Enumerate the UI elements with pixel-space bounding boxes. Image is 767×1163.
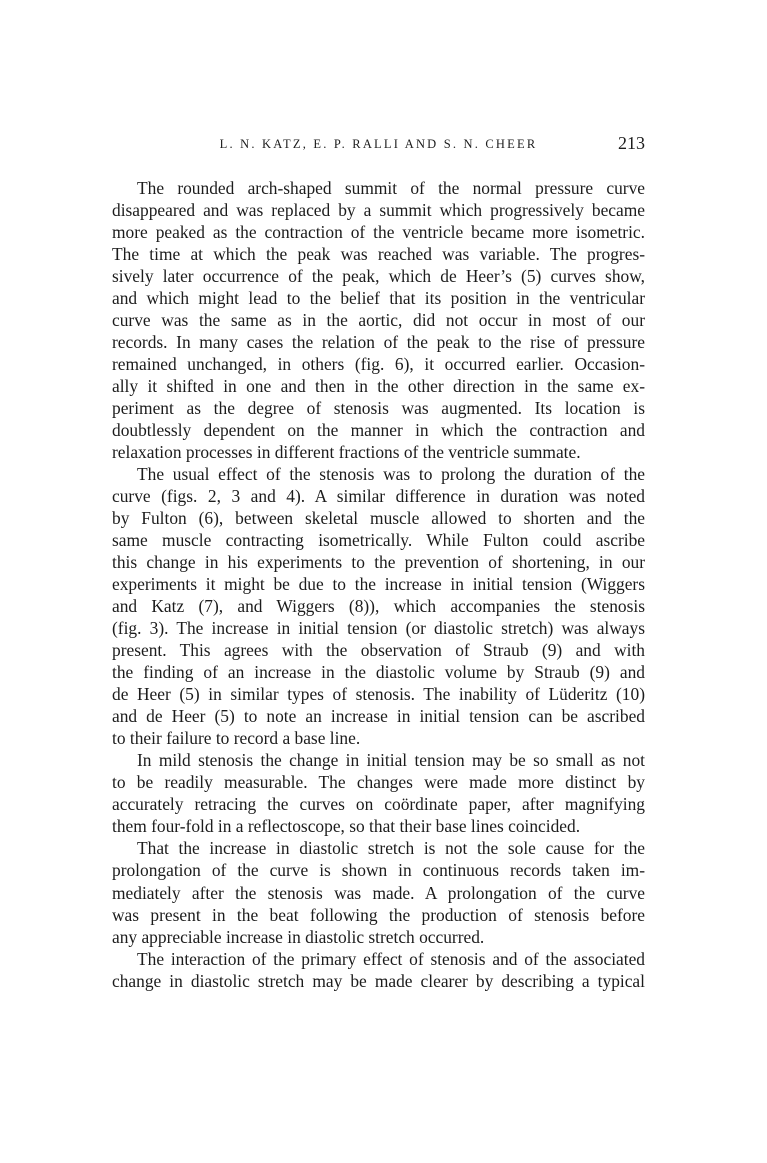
text-line: experiments it might be due to the increase in initial tension (Wiggers <box>112 574 645 595</box>
text-line: them four-fold in a reflectoscope, so that their base lines coincided. <box>112 816 581 837</box>
text-line: curve was the same as in the aortic, did not occur in most of our <box>112 310 645 331</box>
running-head-authors: L. N. KATZ, E. P. RALLI AND S. N. CHEER <box>219 137 538 151</box>
text-line: relaxation processes in different fractions of the ventricle summate. <box>112 442 581 463</box>
text-line: curve (figs. 2, 3 and 4). A similar difference in duration was noted <box>112 486 645 507</box>
text-line: mediately after the stenosis was made. A prolongation of the curve <box>112 882 645 903</box>
page-number: 213 <box>618 133 645 153</box>
text-line: more peaked as the contraction of the ventricle became more isometric. <box>112 222 645 243</box>
paragraph <box>112 837 645 947</box>
text-line: The time at which the peak was reached was variable. The progres- <box>112 244 645 265</box>
text-line: and which might lead to the belief that its position in the ventricular <box>112 288 645 309</box>
text-line: this change in his experiments to the prevention of shortening, in our <box>112 552 645 573</box>
text-line: records. In many cases the relation of the peak to the rise of pressure <box>112 332 645 353</box>
text-line: disappeared and was replaced by a summit which progressively became <box>112 200 645 221</box>
text-line: to their failure to record a base line. <box>112 728 361 749</box>
text-line: prolongation of the curve is shown in continuous records taken im- <box>112 860 645 881</box>
paragraph <box>112 749 645 837</box>
text-line: That the increase in diastolic stretch is not the sole cause for the <box>137 838 645 859</box>
text-line: and Katz (7), and Wiggers (8)), which accompanies the stenosis <box>112 596 645 617</box>
text-line: The interaction of the primary effect of stenosis and of the associated <box>137 948 645 969</box>
body-text <box>112 177 645 992</box>
running-head <box>112 133 645 157</box>
text-line: to be readily measurable. The changes were made more distinct by <box>112 772 645 793</box>
text-line: doubtlessly dependent on the manner in which the contraction and <box>112 420 645 441</box>
text-line: same muscle contracting isometrically. While Fulton could ascribe <box>112 530 645 551</box>
text-line: change in diastolic stretch may be made clearer by describing a typical <box>112 970 645 991</box>
text-line: and de Heer (5) to note an increase in initial tension can be ascribed <box>112 706 645 727</box>
paragraph <box>112 463 645 749</box>
text-line: was present in the beat following the production of stenosis before <box>112 904 645 925</box>
text-line: sively later occurrence of the peak, which de Heer’s (5) curves show, <box>112 266 645 287</box>
text-line: accurately retracing the curves on coördinate paper, after magnifying <box>112 794 645 815</box>
text-line: by Fulton (6), between skeletal muscle allowed to shorten and the <box>112 508 645 529</box>
text-line: remained unchanged, in others (fig. 6), it occurred earlier. Occasion- <box>112 354 645 375</box>
paragraph <box>112 177 645 463</box>
text-line: The rounded arch-shaped summit of the normal pressure curve <box>137 178 645 198</box>
text-line: In mild stenosis the change in initial tension may be so small as not <box>137 750 645 771</box>
text-line: any appreciable increase in diastolic stretch occurred. <box>112 926 485 947</box>
text-line: The usual effect of the stenosis was to prolong the duration of the <box>137 464 645 485</box>
text-line: periment as the degree of stenosis was augmented. Its location is <box>112 398 645 419</box>
text-line: ally it shifted in one and then in the other direction in the same ex- <box>112 376 645 397</box>
text-line: (fig. 3). The increase in initial tension (or diastolic stretch) was always <box>112 618 645 639</box>
text-line: present. This agrees with the observation of Straub (9) and with <box>112 640 645 661</box>
text-line: the finding of an increase in the diastolic volume by Straub (9) and <box>112 662 645 683</box>
paragraph <box>112 948 645 992</box>
text-line: de Heer (5) in similar types of stenosis. The inability of Lüderitz (10) <box>112 684 645 705</box>
